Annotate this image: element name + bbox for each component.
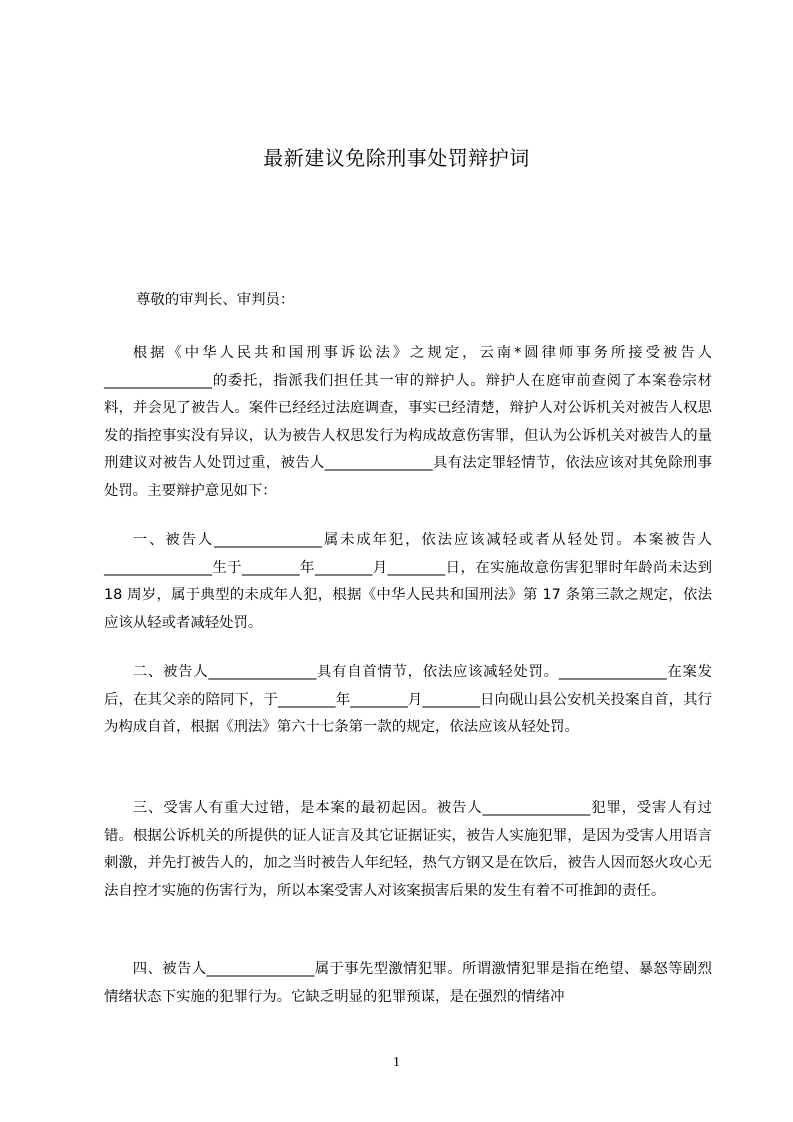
paragraph-text: 二、被告人_______________具有自首情节，依法应该减轻处罚。_______________在案发后，在其父亲的陪同下，于________年________月________日向砚山县公安机关投案自首，其行为构成自首，根据《刑法》第六十七条第一款的规定，依法应该从轻处罚。 — [104, 664, 712, 735]
document-title: 最新建议免除刑事处罚辩护词 — [263, 146, 530, 170]
paragraph-3 — [104, 659, 712, 742]
paragraph-text: 四、被告人_______________属于事先型激情犯罪。所谓激情犯罪是指在绝望、暴怒等剧烈情绪状态下实施的犯罪行为。它缺乏明显的犯罪预谋，是在强烈的情绪冲 — [104, 961, 712, 1005]
paragraph-text: 一、被告人_______________属未成年犯，依法应该减轻或者从轻处罚。本案被告人_______________生于________年________月________日，在实施故意伤害犯罪时年龄尚未达到 18 周岁，属于典型的未成年人犯，根据《中华人民共和国刑法》第 17 条第三款之规定，依法应该从轻或者减轻处罚。 — [104, 532, 712, 631]
paragraph-5 — [104, 956, 712, 1011]
paragraph-1 — [104, 340, 712, 505]
paragraph-4 — [104, 795, 712, 905]
paragraph-text: 根据《中华人民共和国刑事诉讼法》之规定，云南*圆律师事务所接受被告人_______________的委托，指派我们担任其一审的辩护人。辩护人在庭审前查阅了本案卷宗材料，并会见了被告人。案件已经经过法庭调查，事实已经清楚，辩护人对公诉机关对被告人权思发的指控事实没有异议，认为被告人权思发行为构成故意伤害罪，但认为公诉机关对被告人的量刑建议对被告人处罚过重，被告人_______________具有法定罪轻情节，依法应该对其免除刑事处罚。主要辩护意见如下： — [104, 345, 712, 499]
paragraph-2 — [104, 527, 712, 637]
page-number: 1 — [393, 1055, 400, 1070]
paragraph-text: 三、受害人有重大过错，是本案的最初起因。被告人_______________犯罪，受害人有过错。根据公诉机关的所提供的证人证言及其它证据证实，被告人实施犯罪，是因为受害人用语言刺激，并先打被告人的，加之当时被告人年纪轻，热气方钢又是在饮后，被告人因而怒火攻心无法自控才实施的伤害行为，所以本案受害人对该案损害后果的发生有着不可推卸的责任。 — [104, 800, 712, 899]
salutation: 尊敬的审判长、审判员： — [136, 292, 295, 308]
